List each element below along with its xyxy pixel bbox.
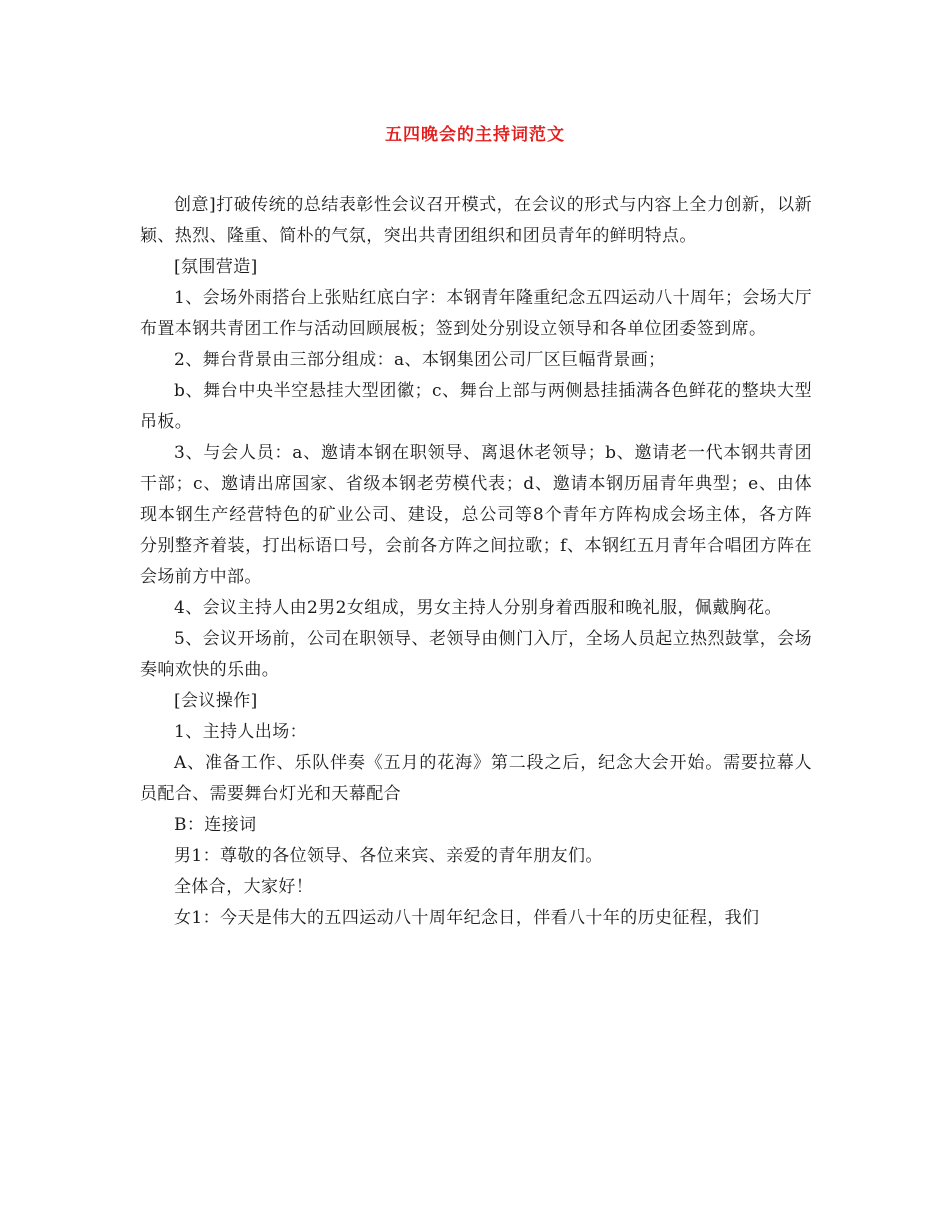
paragraph-hosts: 4、会议主持人由2男2女组成，男女主持人分别身着西服和晚礼服，佩戴胸花。 (174, 598, 782, 618)
paragraph-intro: 创意]打破传统的总结表彰性会议召开模式，在会议的形式与内容上全力创新，以新颖、热烈、隆重、简朴的气氛，突出共青团组织和团员青年的鲜明特点。 (140, 195, 812, 246)
paragraph-opening: 5、会议开场前，公司在职领导、老领导由侧门入厅，全场人员起立热烈鼓掌，会场奏响欢快的乐曲。 (140, 629, 812, 680)
paragraph-venue-banner: 1、会场外雨搭台上张贴红底白字：本钢青年隆重纪念五四运动八十周年；会场大厅布置本钢共青团工作与活动回顾展板；签到处分别设立领导和各单位团委签到席。 (140, 288, 812, 339)
paragraph-male-host-1: 男1：尊敬的各位领导、各位来宾、亲爱的青年朋友们。 (174, 846, 603, 866)
paragraph-transition: B：连接词 (174, 815, 257, 835)
paragraph-host-entrance: 1、主持人出场： (174, 722, 308, 742)
document-title: 五四晚会的主持词范文 (385, 125, 565, 145)
paragraph-female-host-1: 女1：今天是伟大的五四运动八十周年纪念日，伴看八十年的历史征程，我们 (174, 908, 760, 928)
paragraph-all-together: 全体合，大家好！ (174, 877, 314, 897)
document-body (140, 190, 812, 934)
section-heading-atmosphere: [氛围营造] (174, 257, 258, 277)
paragraph-stage-emblem: b、舞台中央半空悬挂大型团徽；c、舞台上部与两侧悬挂插满各色鲜花的整块大型吊板。 (140, 381, 812, 432)
paragraph-preparation: A、准备工作、乐队伴奏《五月的花海》第二段之后，纪念大会开始。需要拉幕人员配合、需要舞台灯光和天幕配合 (140, 753, 812, 804)
paragraph-attendees: 3、与会人员：a、邀请本钢在职领导、离退休老领导；b、邀请老一代本钢共青团干部；c、邀请出席国家、省级本钢老劳模代表；d、邀请本钢历届青年典型；e、由体现本钢生产经营特色的矿业公司、建设，总公司等8个青年方阵构成会场主体，各方阵分别整齐着装，打出标语口号，会前各方阵之间拉歌；f、本钢红五月青年合唱团方阵在会场前方中部。 (140, 443, 812, 587)
section-heading-operation: [会议操作] (174, 691, 258, 711)
paragraph-stage-background: 2、舞台背景由三部分组成：a、本钢集团公司厂区巨幅背景画； (174, 350, 666, 370)
